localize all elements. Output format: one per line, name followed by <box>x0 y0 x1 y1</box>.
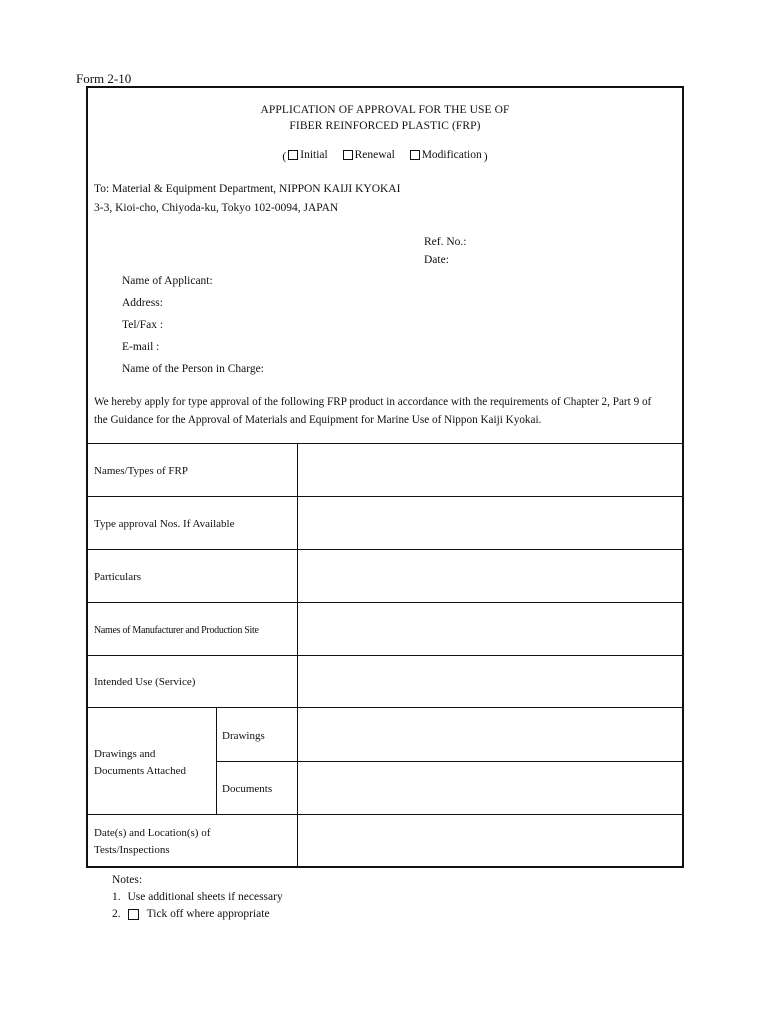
sub-column-divider <box>216 707 217 814</box>
intended-use-label: Intended Use (Service) <box>94 676 196 688</box>
drawings-label: Drawings <box>222 730 265 742</box>
declaration-line2: the Guidance for the Approval of Materials and Equipment for Marine Use of Nippon Kaiji Kyokai. <box>94 414 542 426</box>
applicant-name-label: Name of Applicant: <box>122 275 213 287</box>
note-2-text: Tick off where appropriate <box>146 908 270 920</box>
type-approval-nos-label: Type approval Nos. If Available <box>94 518 235 530</box>
documents-field[interactable] <box>299 763 682 813</box>
note-2-number: 2. <box>112 908 121 920</box>
declaration-line1: We hereby apply for type approval of the following FRP product in accordance with the requirements of Chapter 2, Part 9 of <box>94 396 652 408</box>
notes-heading: Notes: <box>112 874 143 886</box>
row-divider <box>88 549 684 550</box>
drawings-field[interactable] <box>299 709 682 760</box>
modification-checkbox-icon[interactable] <box>410 150 420 160</box>
renewal-label: Renewal <box>354 149 395 161</box>
addressee-line2: 3-3, Kioi-cho, Chiyoda-ku, Tokyo 102-0094, JAPAN <box>94 202 339 214</box>
dates-locations-label-line2: Tests/Inspections <box>94 844 170 856</box>
row-divider <box>88 496 684 497</box>
renewal-checkbox-icon[interactable] <box>343 150 353 160</box>
manufacturer-label: Names of Manufacturer and Production Site <box>94 625 259 636</box>
initial-label: Initial <box>300 149 328 161</box>
application-kind-group <box>86 149 684 163</box>
particulars-field[interactable] <box>299 551 682 601</box>
ref-no-label: Ref. No.: <box>424 236 467 248</box>
initial-checkbox-icon[interactable] <box>288 150 298 160</box>
kind-option-renewal[interactable] <box>343 149 395 161</box>
form-number: Form 2-10 <box>76 71 132 86</box>
documents-label: Documents <box>222 783 273 795</box>
modification-label: Modification <box>421 149 482 161</box>
kind-option-initial[interactable] <box>288 149 327 161</box>
kind-close-paren: ) <box>483 151 488 163</box>
intended-use-field[interactable] <box>299 657 682 706</box>
note-2 <box>112 908 270 920</box>
row-divider <box>88 655 684 656</box>
kind-option-modification[interactable] <box>410 149 482 161</box>
dates-locations-label-line1: Date(s) and Location(s) of <box>94 827 211 839</box>
note-1 <box>112 891 283 903</box>
row-divider <box>88 707 684 708</box>
person-in-charge-label: Name of the Person in Charge: <box>122 363 264 375</box>
note-1-number: 1. <box>112 891 121 903</box>
kind-open-paren: ( <box>282 151 287 163</box>
row-divider <box>88 814 684 815</box>
drawings-docs-label-line2: Documents Attached <box>94 765 186 777</box>
particulars-label: Particulars <box>94 571 142 583</box>
form-title-line2: FIBER REINFORCED PLASTIC (FRP) <box>289 120 481 132</box>
tick-box-icon <box>128 909 139 920</box>
row-divider <box>88 602 684 603</box>
address-label: Address: <box>122 297 163 309</box>
form-title-line1: APPLICATION OF APPROVAL FOR THE USE OF <box>260 104 510 116</box>
note-1-text: Use additional sheets if necessary <box>127 891 283 903</box>
names-types-label: Names/Types of FRP <box>94 465 188 477</box>
manufacturer-field[interactable] <box>299 604 682 654</box>
names-types-field[interactable] <box>299 445 682 495</box>
tel-fax-label: Tel/Fax : <box>122 319 164 331</box>
table-top-border <box>88 443 684 444</box>
type-approval-nos-field[interactable] <box>299 498 682 548</box>
drawings-docs-label-line1: Drawings and <box>94 748 156 760</box>
addressee-line1: To: Material & Equipment Department, NIPPON KAIJI KYOKAI <box>94 183 401 195</box>
date-label: Date: <box>424 254 449 266</box>
row-divider-sub <box>216 761 684 762</box>
column-divider <box>297 443 298 867</box>
email-label: E-mail : <box>122 341 160 353</box>
dates-locations-field[interactable] <box>299 816 682 866</box>
